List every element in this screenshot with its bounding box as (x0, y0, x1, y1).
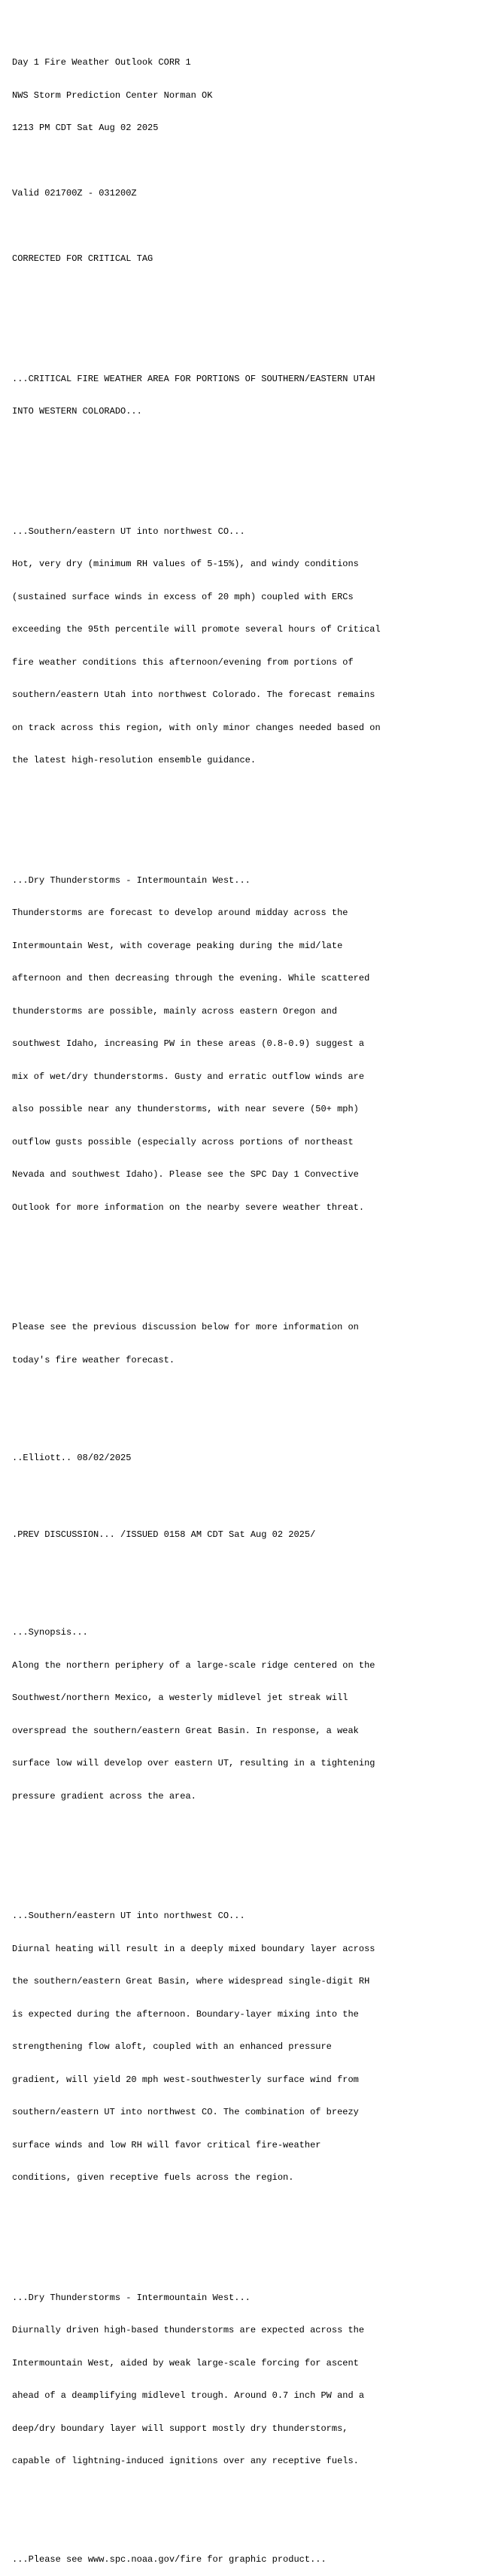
paragraph-line: Diurnal heating will result in a deeply mixed boundary layer across (12, 1943, 375, 1954)
prev-discussion-header: .PREV DISCUSSION... /ISSUED 0158 AM CDT Sat Aug 02 2025/ (12, 1529, 316, 1540)
paragraph-line: Intermountain West, aided by weak large-scale forcing for ascent (12, 2357, 359, 2368)
paragraph-line: the southern/eastern Great Basin, where widespread single-digit RH (12, 1976, 370, 1987)
paragraph-line: surface low will develop over eastern UT, resulting in a tightening (12, 1758, 375, 1768)
paragraph-line: (sustained surface winds in excess of 20 mph) coupled with ERCs (12, 591, 354, 602)
update-utah-section (12, 505, 381, 821)
paragraph-line: outflow gusts possible (especially across portions of northeast (12, 1136, 354, 1147)
paragraph-line: thunderstorms are possible, mainly across eastern Oregon and (12, 1005, 338, 1017)
paragraph-line: pressure gradient across the area. (12, 1790, 196, 1802)
paragraph-line: fire weather conditions this afternoon/evening from portions of (12, 656, 354, 668)
paragraph-line: exceeding the 95th percentile will promote several hours of Critical (12, 624, 381, 635)
paragraph-line: capable of lightning-induced ignitions over any receptive fuels. (12, 2456, 359, 2466)
correction-note: CORRECTED FOR CRITICAL TAG (12, 253, 153, 264)
paragraph-line: also possible near any thunderstorms, with near severe (50+ mph) (12, 1104, 359, 1114)
forecaster-signature: ..Elliott.. 08/02/2025 (12, 1453, 132, 1463)
previous-note-block (12, 1300, 381, 1420)
paragraph-line: Southwest/northern Mexico, a westerly midlevel jet streak will (12, 1693, 348, 1703)
issue-time: 1213 PM CDT Sat Aug 02 2025 (12, 123, 159, 133)
paragraph-line: Please see the previous discussion below for more information on (12, 1322, 359, 1332)
paragraph-line: Along the northern periphery of a large-scale ridge centered on the (12, 1659, 375, 1671)
paragraph-line: afternoon and then decreasing through the evening. While scattered (12, 973, 370, 983)
paragraph-line: is expected during the afternoon. Boundary-layer mixing into the (12, 2008, 359, 2020)
paragraph-line: overspread the southern/eastern Great Basin. In response, a weak (12, 1725, 359, 1736)
outlook-title: Day 1 Fire Weather Outlook CORR 1 (12, 57, 191, 68)
graphic-product-footer: ...Please see www.spc.noaa.gov/fire for graphic product... (12, 2553, 327, 2565)
paragraph-line: today's fire weather forecast. (12, 1354, 175, 1365)
paragraph-line: Hot, very dry (minimum RH values of 5-15%), and windy conditions (12, 559, 359, 569)
paragraph-line: on track across this region, with only minor changes needed based on (12, 722, 381, 733)
synopsis-section (12, 1605, 381, 1856)
issuing-office: NWS Storm Prediction Center Norman OK (12, 89, 213, 101)
paragraph-line: gradient, will yield 20 mph west-southwesterly surface wind from (12, 2074, 359, 2085)
paragraph-line: surface winds and low RH will favor critical fire-weather (12, 2139, 321, 2150)
section-heading: ...Southern/eastern UT into northwest CO... (12, 1911, 245, 1921)
paragraph-line: Intermountain West, with coverage peaking during the mid/late (12, 940, 343, 951)
paragraph-line: Nevada and southwest Idaho). Please see the SPC Day 1 Convective (12, 1169, 359, 1180)
section-heading: ...Southern/eastern UT into northwest CO... (12, 526, 245, 537)
paragraph-line: deep/dry boundary layer will support mostly dry thunderstorms, (12, 2423, 348, 2434)
update-dry-thunderstorms-section (12, 853, 381, 1268)
paragraph-line: Diurnally driven high-based thunderstorms are expected across the (12, 2325, 365, 2335)
paragraph-line: conditions, given receptive fuels across the region. (12, 2172, 294, 2183)
fire-weather-outlook-text (12, 14, 381, 2576)
paragraph-line: southern/eastern UT into northwest CO. The combination of breezy (12, 2107, 359, 2117)
prev-utah-section (12, 1889, 381, 2238)
section-heading: ...Dry Thunderstorms - Intermountain West... (12, 2292, 251, 2303)
paragraph-line: southern/eastern Utah into northwest Colorado. The forecast remains (12, 689, 375, 700)
paragraph-line: Thunderstorms are forecast to develop around midday across the (12, 908, 348, 918)
prev-dry-thunderstorms-section (12, 2271, 381, 2522)
paragraph-line: the latest high-resolution ensemble guidance. (12, 755, 257, 765)
section-heading: ...Synopsis... (12, 1627, 88, 1638)
paragraph-line: Outlook for more information on the nearby severe weather threat. (12, 1202, 365, 1213)
paragraph-line: strengthening flow aloft, coupled with an enhanced pressure (12, 2041, 332, 2052)
valid-period: Valid 021700Z - 031200Z (12, 188, 137, 199)
paragraph-line: mix of wet/dry thunderstorms. Gusty and erratic outflow winds are (12, 1071, 365, 1082)
critical-area-line: INTO WESTERN COLORADO... (12, 406, 142, 417)
critical-area-line: ...CRITICAL FIRE WEATHER AREA FOR PORTIONS OF SOUTHERN/EASTERN UTAH (12, 373, 375, 384)
paragraph-line: southwest Idaho, increasing PW in these areas (0.8-0.9) suggest a (12, 1038, 365, 1049)
paragraph-line: ahead of a deamplifying midlevel trough. Around 0.7 inch PW and a (12, 2390, 365, 2401)
critical-area-block (12, 352, 381, 472)
section-heading: ...Dry Thunderstorms - Intermountain West... (12, 874, 251, 886)
header-block (12, 35, 381, 319)
